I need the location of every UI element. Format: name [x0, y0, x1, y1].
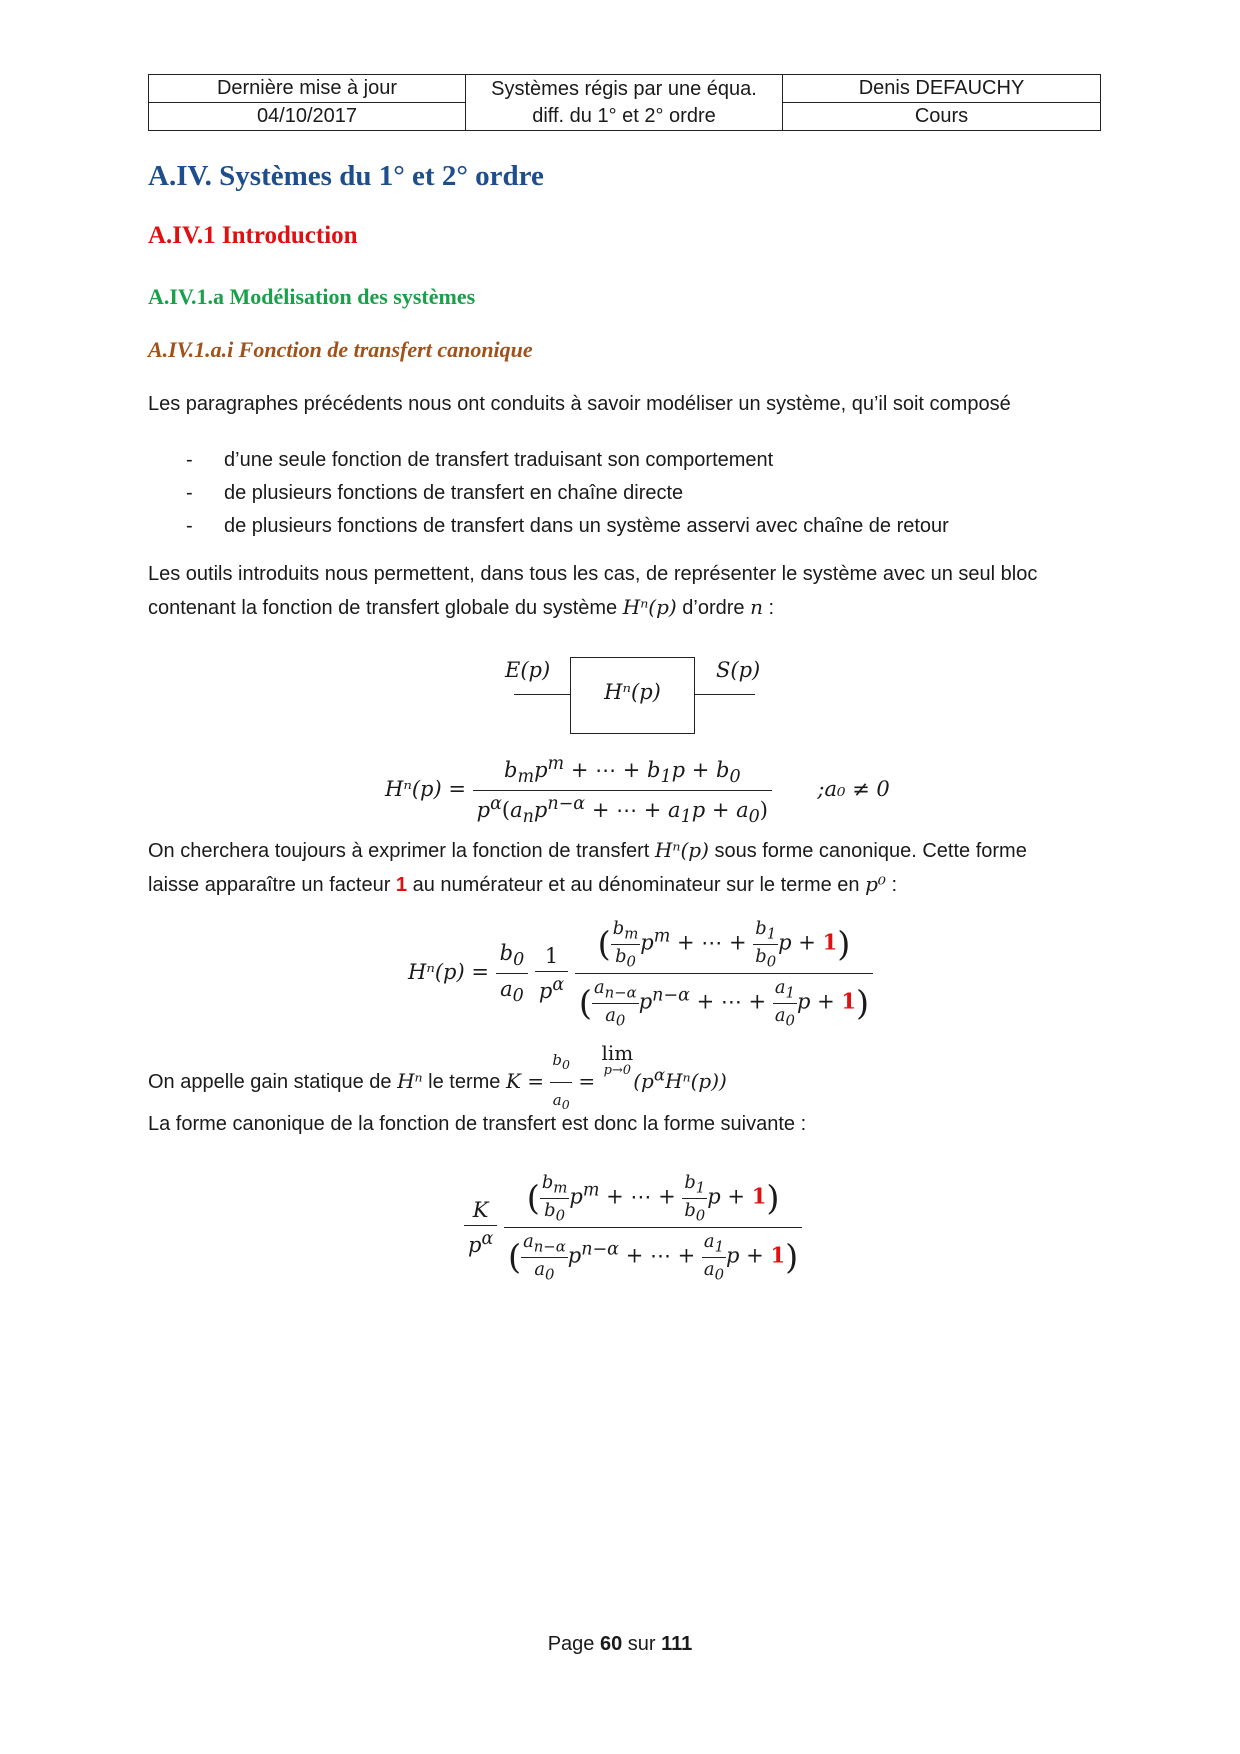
tools-paragraph [148, 558, 1100, 625]
page-footer: Page 60 sur 111 [547, 1633, 693, 1655]
heading-level-2: A.IV.1 Introduction [148, 222, 358, 249]
highlight-one: 1 [395, 874, 408, 896]
document-title [466, 75, 783, 131]
tools-line-2: contenant la fonction de transfert globale du système Hⁿ(p) d’ordre n : [148, 595, 775, 619]
heading-level-4: A.IV.1.a.i Fonction de transfert canonique [148, 337, 533, 362]
title-line-2: diff. du 1° et 2° ordre [532, 104, 716, 127]
page-number: 60 [599, 1633, 623, 1655]
transfer-function-block [570, 657, 695, 734]
expanded-equation: Hⁿ(p) = $\frac{b_0}{a_0}$ $\frac{1}{p^\alpha}$ ( $\frac{b_m}{b_0}$ $p^m$ + ⋯ + $\frac{b_1}{b_0}$ p + 1) ( $\frac{a_{n-\alpha}}{a_0}$ $p^{n-\alpha}$ + ⋯ + $\frac{a_1}{a_0}$ p + 1) [408, 918, 873, 1029]
list-item [148, 477, 1100, 510]
bullet-text: de plusieurs fonctions de transfert dans un système asservi avec chaîne de retour [224, 515, 949, 537]
input-arrow [514, 694, 570, 695]
page-total: 111 [661, 1633, 693, 1655]
nonzero-condition: ;a₀ ≠ 0 [817, 777, 890, 802]
transfer-function-equation: Hⁿ(p) = $\frac{b_mp^m + \cdots + b_1p + b_0}{p^\alpha(a_np^{n-\alpha} + \cdots + a_1p + a_0)}$ ;a₀ ≠ 0 [385, 754, 890, 828]
canonical-paragraph [148, 834, 1100, 902]
bullet-list [148, 444, 1100, 543]
math-n: n [750, 595, 763, 619]
bullet-dash: - [186, 449, 193, 471]
output-signal-label: S(p) [716, 658, 761, 682]
list-item [148, 444, 1100, 477]
heading-level-3: A.IV.1.a Modélisation des systèmes [148, 284, 476, 309]
bullet-text: de plusieurs fonctions de transfert en chaîne directe [224, 482, 684, 504]
bullet-dash: - [186, 482, 193, 504]
heading-level-1: A.IV. Systèmes du 1° et 2° ordre [148, 160, 544, 192]
input-signal-label: E(p) [505, 658, 551, 682]
canonical-fraction: ( $\frac{b_m}{b_0}$ $p^m$ + ⋯ + $\frac{b_1}{b_0}$ p + 1) ( $\frac{a_{n-\alpha}}{a_0}$ $p^{n-\alpha}$ + ⋯ + $\frac{a_1}{a_0}$ p + 1) [575, 918, 873, 1029]
document-type: Cours [783, 103, 1101, 131]
math-hn-p: Hⁿ(p) [622, 595, 677, 619]
final-paragraph: La forme canonique de la fonction de transfert est donc la forme suivante : [148, 1113, 807, 1135]
author: Denis DEFAUCHY [783, 75, 1101, 103]
static-gain-paragraph: On appelle gain statique de Hⁿ le terme K = $\frac{b_0}{a_0}$ = lim p→0 $(p^\alpha H^n(p))$ [148, 1044, 1100, 1121]
header-table [148, 74, 1101, 131]
title-line-1: Systèmes régis par une équa. [491, 77, 757, 100]
block-label: Hⁿ(p) [604, 680, 661, 704]
bullet-dash: - [186, 515, 193, 537]
bullet-text: d’une seule fonction de transfert traduisant son comportement [224, 449, 774, 471]
canonical-form-equation: $\frac{K}{p^\alpha}$ ( $\frac{b_m}{b_0}$ $p^m$ + ⋯ + $\frac{b_1}{b_0}$ p + 1) ( $\frac{a_{n-\alpha}}{a_0}$ $p^{n-\alpha}$ + ⋯ + $\frac{a_1}{a_0}$ p + 1) [464, 1172, 802, 1283]
last-update-label: Dernière mise à jour [149, 75, 466, 103]
intro-paragraph: Les paragraphes précédents nous ont conduits à savoir modéliser un système, qu’il soit composé [148, 393, 1011, 415]
general-fraction: $\frac{b_mp^m + \cdots + b_1p + b_0}{p^\alpha(a_np^{n-\alpha} + \cdots + a_1p + a_0)}$ [473, 754, 772, 827]
output-arrow [695, 694, 755, 695]
update-date: 04/10/2017 [149, 103, 466, 131]
canonical-line-1: On cherchera toujours à exprimer la fonction de transfert Hⁿ(p) sous forme canonique. Cette forme [148, 838, 1027, 862]
canonical-line-2: laisse apparaître un facteur 1 au numérateur et au dénominateur sur le terme en p⁰ : [148, 872, 898, 896]
tools-line-1: Les outils introduits nous permettent, dans tous les cas, de représenter le système avec un seul bloc [148, 563, 1038, 585]
list-item [148, 510, 1100, 543]
